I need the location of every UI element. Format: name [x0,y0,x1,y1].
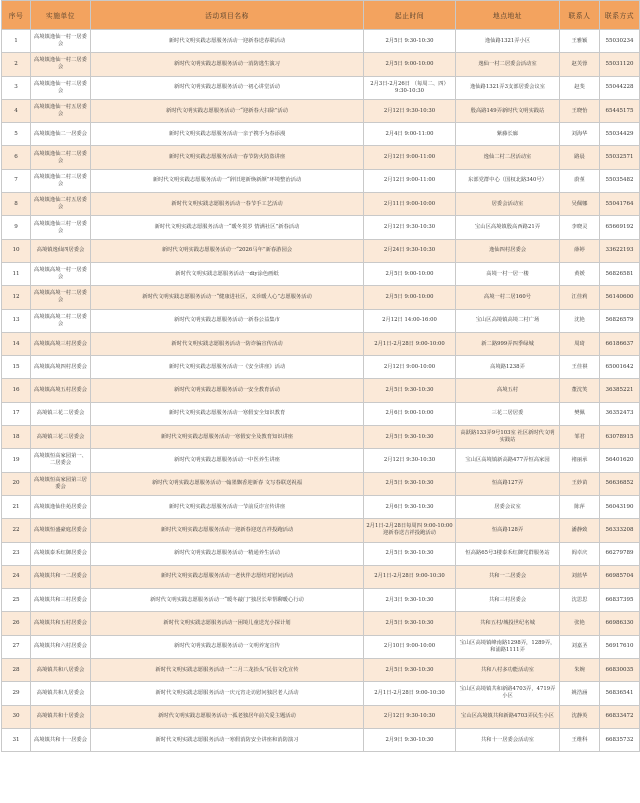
row-number: 11 [2,262,31,285]
row-activity: 新时代文明实践志愿服务活动一新春公益集市 [91,309,364,332]
row-time: 2月5日 9:30-10:30 [364,30,456,53]
row-place: 逸仙一村二居委会活动室 [456,53,560,76]
row-place: 恒高路65号3楼泰禾红御党群服务站 [456,542,560,565]
row-place: 三花二居居委 [456,402,560,425]
row-time: 2月5日 9:30-10:30 [364,659,456,682]
row-unit: 高境镇高境一村一居委会 [31,262,91,285]
header-activity: 活动项目名称 [91,1,364,30]
row-activity: 新时代文明实践志愿服务活动一“健康进社区，义诊暖人心”志愿服务活动 [91,286,364,309]
row-activity: 新时代文明实践志愿服务活动一亲子携手为春添漫 [91,123,364,146]
row-activity: 新时代文明实践志愿服务活动一翰墨飘香迎新春 文写春联送祝福 [91,472,364,495]
row-unit: 高境镇逸仙一村三居委会 [31,76,91,99]
row-unit: 高境镇共和九居委会 [31,682,91,705]
row-unit: 高境镇三花三居委会 [31,426,91,449]
row-activity: 新时代文明实践志愿服务活动一节前反诈宣传讲座 [91,495,364,518]
row-number: 7 [2,169,31,192]
row-number: 19 [2,449,31,472]
row-unit: 高境镇共和十一居委会 [31,728,91,751]
row-place: 居委会议室 [456,495,560,518]
row-place: 宝山区高境镇共和新路4703弄，4719弄小区 [456,682,560,705]
row-time: 2月4日 9:00-11:00 [364,123,456,146]
row-phone: 66837395 [600,589,640,612]
row-unit: 高境镇共和三村居委会 [31,589,91,612]
row-place: 恒高路127弄 [456,472,560,495]
table-row [2,449,640,472]
row-phone: 55035482 [600,169,640,192]
row-contact: 樊佩 [560,402,600,425]
row-contact: 蔚堇 [560,169,600,192]
header-contact: 联系人 [560,1,600,30]
row-contact: 赵斐 [560,76,600,99]
row-activity: 新时代文明实践志愿服务活动一寒假安全及教育知识讲座 [91,426,364,449]
row-contact: 江佳莉 [560,286,600,309]
row-place: 紫藤长廊 [456,123,560,146]
table-row [2,495,640,518]
row-place: 共和十一居委会活动室 [456,728,560,751]
row-activity: 新时代文明实践志愿服务活动一精通养生活动 [91,542,364,565]
row-place: 共和八村多功能活动室 [456,659,560,682]
row-unit: 高境镇共和一二居委会 [31,565,91,588]
row-number: 12 [2,286,31,309]
table-row [2,659,640,682]
row-phone: 55041764 [600,193,640,216]
row-time: 2月1日-2月28日 9:00-10:30 [364,682,456,705]
header-time: 起止时间 [364,1,456,30]
row-contact: 邹君 [560,426,600,449]
row-time: 2月5日 9:00-10:00 [364,53,456,76]
row-number: 5 [2,123,31,146]
row-activity: 新时代文明实践志愿服务活动一困境儿童送光小探计划 [91,612,364,635]
row-unit: 高境镇逸仙二村三居委会 [31,169,91,192]
row-contact: 王晓怡 [560,99,600,122]
row-phone: 65001642 [600,356,640,379]
row-contact: 阎卓庆 [560,542,600,565]
table-row [2,426,640,449]
row-activity: 新时代文明实践志愿服务活动一寒假安全知识教育 [91,402,364,425]
row-unit: 高境镇恒盛豪庭居委会 [31,519,91,542]
table-row [2,30,640,53]
row-phone: 66833472 [600,705,640,728]
row-activity: 新时代文明实践志愿服务活动一《安全讲座》活动 [91,356,364,379]
row-contact: 李晓灵 [560,216,600,239]
row-phone: 56043190 [600,495,640,518]
row-number: 23 [2,542,31,565]
row-phone: 55030234 [600,30,640,53]
row-unit: 高境镇逸仙佳苑居委会 [31,495,91,518]
row-activity: 新时代文明实践志愿服务活动一防诈骗宣传活动 [91,332,364,355]
row-time: 2月1日-2月28日每周四 9:00-10:00 迎新春送吉祥投跑活动 [364,519,456,542]
row-time: 2月5日 9:30-10:30 [364,612,456,635]
row-contact: 姚浩涵 [560,682,600,705]
row-place: 高境路1238弄 [456,356,560,379]
row-time: 2月12日 9:30-10:30 [364,705,456,728]
row-contact: 朱婉 [560,659,600,682]
table-row [2,379,640,402]
table-row [2,612,640,635]
row-number: 2 [2,53,31,76]
row-activity: 新时代文明实践志愿服务活动一寒假消防安全讲座和消防演习 [91,728,364,751]
row-time: 2月12日 9:30-10:30 [364,99,456,122]
table-row [2,402,640,425]
row-number: 9 [2,216,31,239]
row-contact: 黄媛 [560,262,600,285]
row-contact: 王维科 [560,728,600,751]
row-place: 逸仙四村居委会 [456,239,560,262]
row-number: 15 [2,356,31,379]
row-unit: 高境镇共和五村居委会 [31,612,91,635]
row-phone: 65669192 [600,216,640,239]
row-time: 2月12日 9:30-10:30 [364,449,456,472]
row-number: 22 [2,519,31,542]
table-row [2,332,640,355]
row-place: 宝山区高境镇峰南路1298弄，1289弄，和浦路1111弄 [456,635,560,658]
row-contact: 王妙苗 [560,472,600,495]
table-row [2,472,640,495]
row-time: 2月3日 9:30-10:30 [364,589,456,612]
row-place: 新二路999弄四季绿城 [456,332,560,355]
row-contact: 陈萍 [560,495,600,518]
row-phone: 36385221 [600,379,640,402]
row-unit: 高境镇恒高家园第一、二居委会 [31,449,91,472]
row-time: 2月12日 9:00-10:00 [364,356,456,379]
row-number: 3 [2,76,31,99]
row-unit: 高境镇高境二村二居委会 [31,309,91,332]
row-time: 2月5日 9:30-10:30 [364,379,456,402]
row-number: 10 [2,239,31,262]
row-number: 13 [2,309,31,332]
row-number: 25 [2,589,31,612]
row-time: 2月1日-2月28日 9:00-10:00 [364,332,456,355]
row-phone: 56917610 [600,635,640,658]
row-contact: 薛婷 [560,239,600,262]
row-contact: 张艳 [560,612,600,635]
row-number: 8 [2,193,31,216]
row-activity: 新时代文明实践志愿服务活动一安全教育活动 [91,379,364,402]
row-time: 2月12日 14:00-16:00 [364,309,456,332]
row-phone: 66986330 [600,612,640,635]
activity-table [1,0,640,752]
row-phone: 33622193 [600,239,640,262]
row-contact: 潘静致 [560,519,600,542]
table-row [2,682,640,705]
row-activity: 新时代文明实践志愿服务活动一老伙伴志愿结对慰问活动 [91,565,364,588]
row-unit: 高境镇逸仙一村一居委会 [31,30,91,53]
table-row [2,123,640,146]
row-place: 宝山区高境镇新高路477弄恒高家园 [456,449,560,472]
row-activity: 新时代文明实践志愿服务活动一庆元宵走访慰问独居老人活动 [91,682,364,705]
table-row [2,356,640,379]
row-unit: 高境镇逸仙二一居委会 [31,123,91,146]
table-row [2,635,640,658]
row-time: 2月5日 9:00-10:00 [364,262,456,285]
table-row [2,542,640,565]
row-phone: 56826581 [600,262,640,285]
row-number: 1 [2,30,31,53]
row-phone: 66835732 [600,728,640,751]
row-contact: 刘嘉圣 [560,635,600,658]
row-number: 26 [2,612,31,635]
table-row [2,216,640,239]
row-contact: 刘蓝华 [560,565,600,588]
row-place: 共和三村居委会 [456,589,560,612]
row-activity: 新时代文明实践志愿服务活动一diy涂色画纸 [91,262,364,285]
row-unit: 高境镇逸仙一村五居委会 [31,99,91,122]
row-phone: 66985704 [600,565,640,588]
row-unit: 高境镇逸仙二村五居委会 [31,193,91,216]
row-place: 高跃路133弄9号103室 社区新时代文明实践站 [456,426,560,449]
row-activity: 新时代文明实践志愿服务活动一消防逃生演习 [91,53,364,76]
row-number: 6 [2,146,31,169]
row-unit: 高境镇逸仙三村一居委会 [31,216,91,239]
row-contact: 周琦 [560,332,600,355]
row-unit: 高境镇恒高家园第三居委会 [31,472,91,495]
table-row [2,309,640,332]
row-place: 殷高路149弄新时代文明实践站 [456,99,560,122]
row-phone: 56826579 [600,309,640,332]
table-row [2,99,640,122]
row-phone: 56401620 [600,449,640,472]
row-time: 2月3日-2月26日 （每周二、四）9:30-10:30 [364,76,456,99]
table-row [2,193,640,216]
row-time: 2月12日 9:00-11:00 [364,169,456,192]
row-time: 2月5日 9:00-10:00 [364,286,456,309]
table-body [2,30,640,752]
row-place: 高境一村一居一楼 [456,262,560,285]
row-number: 21 [2,495,31,518]
row-number: 16 [2,379,31,402]
row-place: 居委会活动室 [456,193,560,216]
table-row [2,519,640,542]
row-time: 2月5日 9:30-10:30 [364,542,456,565]
row-unit: 高境镇泰禾红御居委会 [31,542,91,565]
row-place: 宝山区高境镇殷高西路21弄 [456,216,560,239]
table-row [2,565,640,588]
row-place: 宝山区高境镇共和新路4703弄民生小区 [456,705,560,728]
row-time: 2月5日 9:30-10:30 [364,472,456,495]
row-activity: 新时代文明实践志愿服务活动一初心讲堂活动 [91,76,364,99]
row-place: 高境一村二居160号 [456,286,560,309]
row-phone: 56333208 [600,519,640,542]
row-number: 27 [2,635,31,658]
row-number: 28 [2,659,31,682]
row-number: 4 [2,99,31,122]
table-row [2,146,640,169]
row-unit: 高境镇三花二居委会 [31,402,91,425]
row-activity: 新时代文明实践志愿服务活动一“2026马年”新春游园会 [91,239,364,262]
row-contact: 褚丽承 [560,449,600,472]
row-number: 31 [2,728,31,751]
table-row [2,262,640,285]
row-number: 18 [2,426,31,449]
row-time: 2月6日 9:30-10:30 [364,495,456,518]
table-row [2,76,640,99]
row-phone: 66186637 [600,332,640,355]
table-row [2,286,640,309]
row-phone: 55031120 [600,53,640,76]
row-phone: 36352473 [600,402,640,425]
row-activity: 新时代文明实践志愿服务活动一“迎新春大扫除”活动 [91,99,364,122]
row-place: 逸仙二村二居活动室 [456,146,560,169]
row-contact: 董沈笑 [560,379,600,402]
row-activity: 新时代文明实践志愿服务活动一迎新春送春联活动 [91,30,364,53]
row-unit: 高境镇共和十居委会 [31,705,91,728]
row-phone: 66279789 [600,542,640,565]
table-header-row [2,1,640,30]
header-phone: 联系方式 [600,1,640,30]
row-time: 2月12日 9:00-11:00 [364,146,456,169]
row-unit: 高境镇逸仙四居委会 [31,239,91,262]
row-contact: 沈静英 [560,705,600,728]
row-activity: 新时代文明实践志愿服务活动一中医养生讲座 [91,449,364,472]
row-contact: 沈思思 [560,589,600,612]
row-phone: 55032571 [600,146,640,169]
row-number: 24 [2,565,31,588]
table-row [2,589,640,612]
row-unit: 高境镇高境三村居委会 [31,332,91,355]
row-number: 17 [2,402,31,425]
row-number: 29 [2,682,31,705]
row-place: 逸仙路1321弄小区 [456,30,560,53]
row-phone: 55034429 [600,123,640,146]
row-contact: 沈艳 [560,309,600,332]
row-activity: 新时代文明实践志愿服务活动一“暖冬敲门”独居长辈帮聊暖心行动 [91,589,364,612]
row-phone: 63078915 [600,426,640,449]
row-activity: 新时代文明实践志愿服务活动一春节防火防盗讲座 [91,146,364,169]
row-activity: 新时代文明实践志愿服务活动一“二月二龙抬头”民俗文化宣传 [91,659,364,682]
row-number: 20 [2,472,31,495]
row-place: 东部党群中心（国权北路340号） [456,169,560,192]
row-unit: 高境镇共和八居委会 [31,659,91,682]
row-activity: 新时代文明实践志愿服务活动一文明养宠宣传 [91,635,364,658]
row-phone: 65445175 [600,99,640,122]
row-place: 共和五村/城投世纪名城 [456,612,560,635]
row-time: 2月1日-2月28日 9:00-10:30 [364,565,456,588]
row-activity: 新时代文明实践志愿服务活动一春节手工艺活动 [91,193,364,216]
row-place: 恒高路128弄 [456,519,560,542]
row-unit: 高境镇逸仙一村二居委会 [31,53,91,76]
row-place: 共和一二居委会 [456,565,560,588]
row-contact: 刘海华 [560,123,600,146]
table-row [2,169,640,192]
table-row [2,728,640,751]
table-row [2,705,640,728]
row-unit: 高境镇高境五村居委会 [31,379,91,402]
table-row [2,53,640,76]
row-activity: 新时代文明实践志愿服务活动一迎新春迎送吉祥投跑活动 [91,519,364,542]
header-unit: 实施单位 [31,1,91,30]
row-time: 2月6日 9:00-10:00 [364,402,456,425]
row-place: 逸仙路1321弄3支部居委会议室 [456,76,560,99]
header-place: 地点地址 [456,1,560,30]
row-number: 14 [2,332,31,355]
row-contact: 路晨 [560,146,600,169]
row-contact: 吴佩娜 [560,193,600,216]
row-unit: 高境镇高境一村二居委会 [31,286,91,309]
row-time: 2月10日 9:00-10:00 [364,635,456,658]
row-time: 2月5日 9:30-10:30 [364,426,456,449]
row-time: 2月12日 9:30-10:30 [364,216,456,239]
row-place: 高境五村 [456,379,560,402]
row-time: 2月24日 9:30-10:30 [364,239,456,262]
row-place: 宝山区高境镇高境二村广场 [456,309,560,332]
row-unit: 高境镇逸仙二村二居委会 [31,146,91,169]
row-number: 30 [2,705,31,728]
header-no: 序号 [2,1,31,30]
row-phone: 56836541 [600,682,640,705]
row-activity: 新时代文明实践志愿服务活动一“暖冬贺岁 情满社区”新春活动 [91,216,364,239]
row-contact: 赵芙蓉 [560,53,600,76]
row-activity: 新时代文明实践志愿服务活动一“辞旧迎新焕新颜”环境整治活动 [91,169,364,192]
row-phone: 56636852 [600,472,640,495]
row-unit: 高境镇高境四村居委会 [31,356,91,379]
row-time: 2月11日 9:00-10:00 [364,193,456,216]
row-time: 2月9日 9:30-10:30 [364,728,456,751]
row-contact: 王雅颖 [560,30,600,53]
row-phone: 66830035 [600,659,640,682]
row-activity: 新时代文明实践志愿服务活动一孤老独居年前关爱主题活动 [91,705,364,728]
row-phone: 56140600 [600,286,640,309]
table-row [2,239,640,262]
row-unit: 高境镇共和六村居委会 [31,635,91,658]
row-contact: 王佳祺 [560,356,600,379]
row-phone: 55044228 [600,76,640,99]
